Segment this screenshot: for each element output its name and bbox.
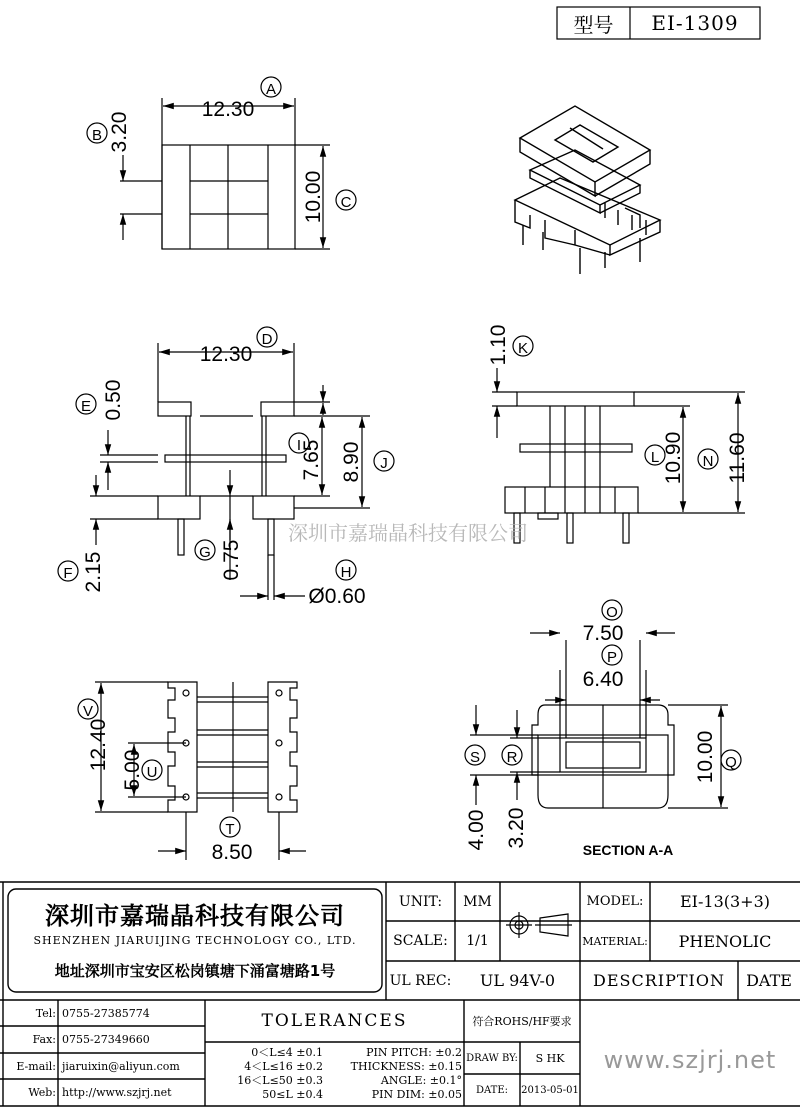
dim-O-label: O: [606, 604, 618, 621]
type-value: EI-1309: [651, 11, 739, 35]
dimension-label-circles: [58, 77, 741, 837]
projection-symbol: [506, 912, 572, 938]
scale-label: SCALE:: [393, 933, 448, 949]
fax-label: Fax:: [32, 1033, 56, 1046]
dim-D-label: D: [261, 331, 273, 348]
scale-value: 1/1: [466, 933, 489, 949]
dim-G-label: G: [199, 544, 211, 561]
drawby-label: DRAW BY:: [466, 1052, 518, 1064]
date-label: DATE: [746, 971, 792, 990]
material-label: MATERIAL:: [582, 934, 648, 948]
dim-S-label: S: [469, 749, 481, 766]
tolerance-row: 0＜L≤4 ±0.1: [251, 1046, 323, 1059]
dim-L-value: 10.90: [662, 431, 685, 485]
dim-H-label: H: [340, 564, 352, 581]
dim-C-value: 10.00: [302, 170, 325, 224]
company-name-en: SHENZHEN JIARUIJING TECHNOLOGY CO., LTD.: [33, 933, 357, 947]
ulrec-value: UL 94V-0: [479, 971, 556, 990]
dim-R-value: 3.20: [505, 807, 528, 849]
dim-E-label: E: [80, 398, 92, 415]
dim-H-value: Ø0.60: [308, 585, 366, 608]
dim-P-value: 6.40: [582, 668, 624, 691]
tolerance-row: 4＜L≤16 ±0.2: [244, 1060, 323, 1073]
material-value: PHENOLIC: [678, 931, 772, 951]
dim-L-label: L: [650, 449, 660, 466]
dim-P-label: P: [606, 649, 618, 666]
dim-U-label: U: [146, 764, 158, 781]
dim-K-label: K: [517, 340, 529, 357]
dim-J-value: 8.90: [340, 441, 363, 483]
unit-label: UNIT:: [398, 893, 443, 910]
dim-J-label: J: [380, 455, 388, 472]
dim-T-label: T: [225, 821, 235, 838]
dim-Q-label: Q: [725, 754, 737, 771]
tolerances-label: TOLERANCES: [261, 1011, 408, 1031]
dim-T-value: 8.50: [211, 841, 253, 864]
dim-B-value: 3.20: [108, 111, 131, 153]
dim-F-value: 2.15: [82, 551, 105, 593]
dim-Q-value: 10.00: [694, 730, 717, 784]
dim-B-label: B: [91, 127, 103, 144]
web-value: http://www.szjrj.net: [62, 1086, 172, 1099]
isometric-view: [515, 106, 660, 274]
dim-F-label: F: [63, 565, 73, 582]
unit-value: MM: [463, 893, 492, 910]
date2-label: DATE:: [475, 1084, 509, 1096]
dim-V-label: V: [82, 703, 94, 720]
watermark: 深圳市嘉瑞晶科技有限公司: [288, 523, 528, 545]
dim-I-value: 7.65: [300, 439, 323, 481]
dim-U-value: 5.00: [121, 749, 144, 791]
tolerance-spec: PIN DIM: ±0.05: [371, 1087, 462, 1101]
dim-I-label: I: [296, 437, 302, 454]
tel-value: 0755-27385774: [62, 1006, 150, 1020]
section-view: [470, 633, 728, 808]
section-label: SECTION A-A: [582, 842, 674, 858]
company-address: 地址深圳市宝安区松岗镇塘下涌富塘路1号: [54, 961, 336, 980]
type-label: 型号: [573, 12, 614, 37]
ulrec-label: UL REC:: [389, 972, 452, 989]
dim-E-value: 0.50: [102, 379, 125, 421]
dim-G-value: 0.75: [220, 539, 243, 581]
tolerance-row: 50≤L ±0.4: [262, 1087, 323, 1101]
dim-D-value: 12.30: [199, 343, 253, 366]
dim-R-label: R: [506, 749, 518, 766]
dim-N-value: 11.60: [726, 432, 749, 484]
tolerance-spec: THICKNESS: ±0.15: [350, 1059, 462, 1073]
drawby-value: S HK: [535, 1051, 565, 1065]
web-label: Web:: [28, 1086, 56, 1099]
email-label: E-mail:: [16, 1059, 56, 1073]
dim-A-value: 12.30: [201, 98, 255, 121]
dim-S-value: 4.00: [465, 809, 488, 851]
dim-O-value: 7.50: [582, 622, 624, 645]
model-label: MODEL:: [586, 894, 644, 909]
website-watermark: www.szjrj.net: [603, 1046, 777, 1074]
tolerance-spec: PIN PITCH: ±0.2: [366, 1045, 462, 1059]
model-value: EI-13(3+3): [679, 892, 770, 911]
dim-N-label: N: [702, 453, 714, 470]
date2-value: 2013-05-01: [521, 1084, 579, 1096]
tolerance-row: 16＜L≤50 ±0.3: [237, 1074, 323, 1087]
rohs-note: 符合ROHS/HF要求: [472, 1015, 572, 1028]
email-value: jiaruixin@aliyun.com: [62, 1059, 180, 1073]
fax-value: 0755-27349660: [62, 1033, 150, 1046]
dim-K-value: 1.10: [487, 324, 510, 366]
dim-V-value: 12.40: [87, 718, 110, 772]
tel-label: Tel:: [35, 1006, 56, 1020]
description-label: DESCRIPTION: [593, 971, 725, 990]
dim-C-label: C: [340, 194, 352, 211]
dim-A-label: A: [265, 81, 277, 98]
tolerance-spec: ANGLE: ±0.1°: [380, 1073, 462, 1087]
company-name-cn: 深圳市嘉瑞晶科技有限公司: [45, 901, 345, 930]
